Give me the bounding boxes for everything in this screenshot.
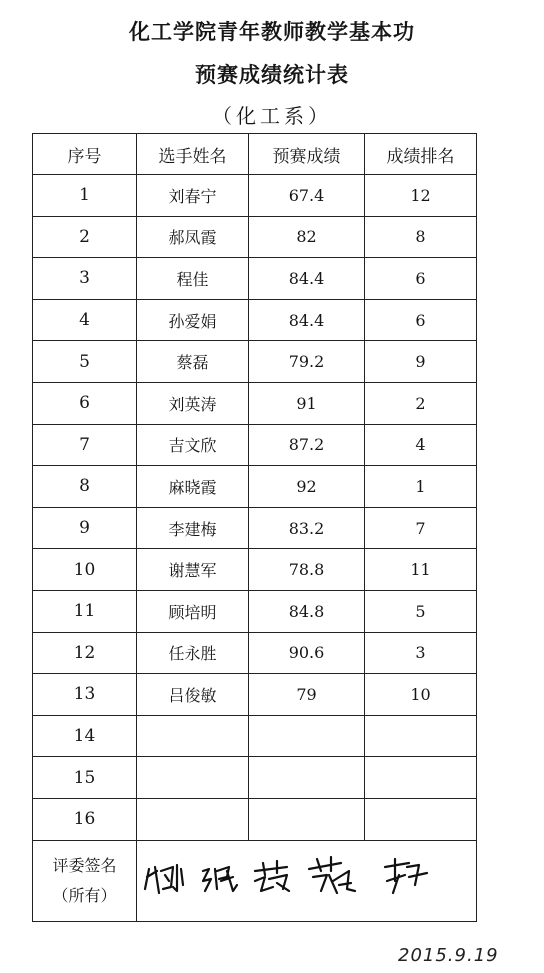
table-row <box>33 382 477 424</box>
handwritten-signatures <box>137 841 477 921</box>
cell-score <box>249 757 365 799</box>
table-row <box>33 299 477 341</box>
cell-name: 郝凤霞 <box>137 216 249 258</box>
cell-name: 李建梅 <box>137 507 249 549</box>
table-row <box>33 175 477 217</box>
table-header-row <box>33 134 477 175</box>
cell-index: 10 <box>33 549 137 591</box>
cell-score: 87.2 <box>249 424 365 466</box>
cell-rank: 6 <box>365 299 477 341</box>
table-row <box>33 466 477 508</box>
cell-rank: 10 <box>365 674 477 716</box>
header-rank: 成绩排名 <box>365 134 477 175</box>
table-row <box>33 507 477 549</box>
cell-score: 79.2 <box>249 341 365 383</box>
handwritten-date: 2015.9.19 <box>398 945 499 966</box>
cell-name: 麻晓霞 <box>137 466 249 508</box>
cell-score: 84.8 <box>249 590 365 632</box>
cell-score: 67.4 <box>249 175 365 217</box>
title-line-2: 预赛成绩统计表 <box>195 62 349 87</box>
table-row <box>33 216 477 258</box>
cell-name: 吕俊敏 <box>137 674 249 716</box>
table-row <box>33 757 477 799</box>
cell-name: 任永胜 <box>137 632 249 674</box>
cell-name <box>137 798 249 840</box>
cell-rank: 2 <box>365 382 477 424</box>
cell-rank <box>365 715 477 757</box>
cell-index: 3 <box>33 258 137 300</box>
table-row <box>33 798 477 840</box>
cell-rank: 11 <box>365 549 477 591</box>
table-row <box>33 715 477 757</box>
cell-index: 8 <box>33 466 137 508</box>
cell-index: 6 <box>33 382 137 424</box>
cell-name: 谢慧军 <box>137 549 249 591</box>
cell-score: 92 <box>249 466 365 508</box>
cell-name <box>137 757 249 799</box>
cell-index: 4 <box>33 299 137 341</box>
cell-name: 程佳 <box>137 258 249 300</box>
cell-score: 79 <box>249 674 365 716</box>
signature-row <box>33 840 477 921</box>
cell-index: 16 <box>33 798 137 840</box>
title-line-1: 化工学院青年教师教学基本功 <box>129 19 415 44</box>
cell-rank: 4 <box>365 424 477 466</box>
cell-index: 9 <box>33 507 137 549</box>
cell-score: 91 <box>249 382 365 424</box>
cell-rank <box>365 757 477 799</box>
cell-score: 83.2 <box>249 507 365 549</box>
department-label: （化工系） <box>212 104 332 128</box>
cell-rank: 9 <box>365 341 477 383</box>
cell-rank: 5 <box>365 590 477 632</box>
table-row <box>33 549 477 591</box>
cell-score: 82 <box>249 216 365 258</box>
cell-index: 7 <box>33 424 137 466</box>
cell-index: 1 <box>33 175 137 217</box>
signature-label <box>33 840 137 921</box>
cell-index: 12 <box>33 632 137 674</box>
signature-label-line1: 评委签名 <box>52 855 117 875</box>
cell-name: 顾培明 <box>137 590 249 632</box>
cell-score: 84.4 <box>249 299 365 341</box>
signature-area <box>137 840 477 921</box>
cell-rank: 12 <box>365 175 477 217</box>
cell-name <box>137 715 249 757</box>
cell-index: 11 <box>33 590 137 632</box>
cell-name: 刘春宁 <box>137 175 249 217</box>
cell-score <box>249 798 365 840</box>
cell-index: 5 <box>33 341 137 383</box>
cell-name: 吉文欣 <box>137 424 249 466</box>
header-index: 序号 <box>33 134 137 175</box>
table-row <box>33 424 477 466</box>
cell-index: 14 <box>33 715 137 757</box>
cell-rank: 6 <box>365 258 477 300</box>
cell-score: 84.4 <box>249 258 365 300</box>
cell-rank: 7 <box>365 507 477 549</box>
cell-rank: 8 <box>365 216 477 258</box>
signature-label-line2: （所有） <box>52 885 117 905</box>
cell-index: 2 <box>33 216 137 258</box>
table-row <box>33 590 477 632</box>
cell-rank <box>365 798 477 840</box>
table-row <box>33 258 477 300</box>
cell-score: 78.8 <box>249 549 365 591</box>
header-name: 选手姓名 <box>137 134 249 175</box>
table-row <box>33 341 477 383</box>
cell-rank: 3 <box>365 632 477 674</box>
table-row <box>33 632 477 674</box>
cell-name: 孙爱娟 <box>137 299 249 341</box>
cell-score: 90.6 <box>249 632 365 674</box>
header-score: 预赛成绩 <box>249 134 365 175</box>
cell-name: 刘英涛 <box>137 382 249 424</box>
cell-rank: 1 <box>365 466 477 508</box>
score-table <box>32 133 477 922</box>
cell-index: 13 <box>33 674 137 716</box>
table-row <box>33 674 477 716</box>
cell-score <box>249 715 365 757</box>
table-body <box>33 175 477 841</box>
cell-name: 蔡磊 <box>137 341 249 383</box>
cell-index: 15 <box>33 757 137 799</box>
